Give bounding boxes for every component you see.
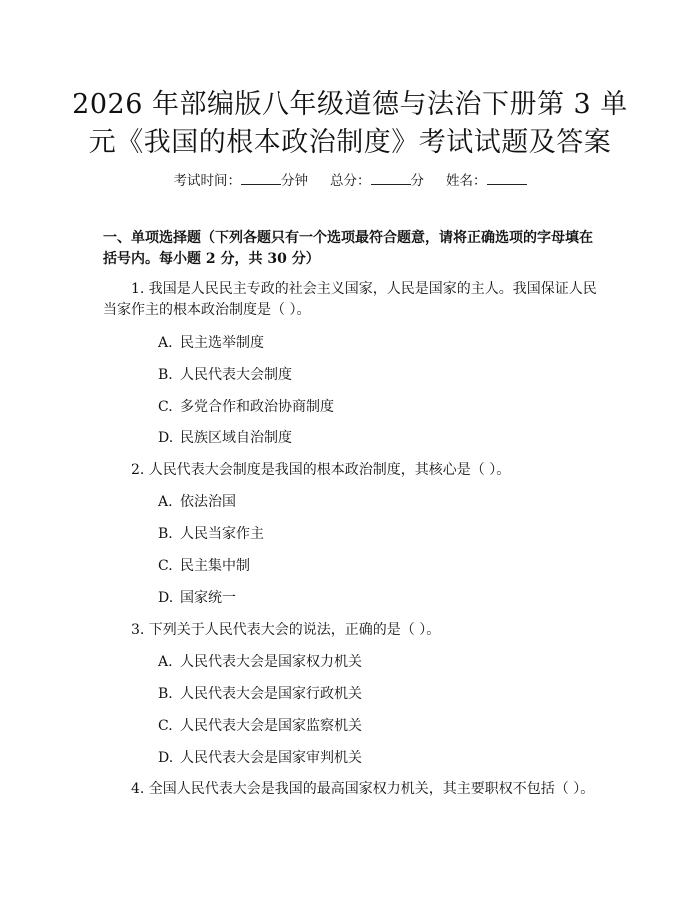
option-text: 依法治国 [180, 494, 236, 510]
question-2-option-c [158, 556, 250, 576]
score-label: 总分： [330, 173, 371, 189]
option-text: 民族区域自治制度 [180, 430, 292, 446]
question-3-option-b [158, 684, 362, 704]
exam-title-line-2: 元《我国的根本政治制度》考试试题及答案 [88, 127, 612, 158]
option-text: 多党合作和政治协商制度 [180, 399, 334, 415]
option-text: 人民代表大会是国家审判机关 [180, 750, 362, 766]
option-text: 人民当家作主 [180, 526, 264, 542]
option-letter: A. [158, 335, 173, 351]
name-label: 姓名： [446, 173, 487, 189]
option-text: 人民代表大会是国家权力机关 [180, 654, 362, 670]
question-3-option-d [158, 748, 362, 768]
option-letter: D. [158, 750, 174, 766]
question-1 [103, 279, 600, 321]
option-letter: B. [158, 526, 173, 542]
question-1-stem: 1. 我国是人民民主专政的社会主义国家，人民是国家的主人。我国保证人民当家作主的根本政治制度是（ ）。 [103, 281, 597, 318]
time-unit: 分钟 [281, 173, 308, 189]
name-blank [487, 170, 527, 185]
option-text: 民主集中制 [180, 558, 250, 574]
question-3-option-c [158, 716, 362, 736]
question-1-option-a [158, 333, 264, 353]
exam-title-line-1: 2026 年部编版八年级道德与法治下册第 3 单 [72, 89, 628, 120]
question-2-option-b [158, 524, 264, 544]
option-text: 民主选举制度 [180, 335, 264, 351]
time-label: 考试时间： [173, 173, 241, 189]
option-letter: D. [158, 590, 174, 606]
question-2-option-a [158, 492, 236, 512]
question-4-stem: 4. 全国人民代表大会是我国的最高国家权力机关，其主要职权不包括（ ）。 [131, 781, 595, 797]
question-3 [103, 620, 600, 641]
option-letter: A. [158, 494, 173, 510]
score-unit: 分 [410, 173, 424, 189]
option-letter: D. [158, 430, 174, 446]
option-text: 人民代表大会制度 [180, 367, 292, 383]
exam-meta-line [0, 170, 700, 191]
option-letter: C. [158, 718, 173, 734]
question-3-option-a [158, 652, 362, 672]
question-1-option-b [158, 365, 292, 385]
question-2-option-d [158, 588, 236, 608]
option-text: 人民代表大会是国家行政机关 [180, 686, 362, 702]
question-1-option-d [158, 428, 292, 448]
time-blank [241, 170, 281, 185]
section-heading-single-choice: 一、单项选择题（下列各题只有一个选项最符合题意，请将正确选项的字母填在括号内。每小题 2 分，共 30 分） [103, 230, 593, 267]
question-2-stem: 2. 人民代表大会制度是我国的根本政治制度，其核心是（ ）。 [131, 462, 511, 478]
option-letter: C. [158, 399, 173, 415]
option-letter: B. [158, 367, 173, 383]
option-text: 国家统一 [180, 590, 236, 606]
option-text: 人民代表大会是国家监察机关 [180, 718, 362, 734]
question-4 [103, 779, 600, 800]
option-letter: C. [158, 558, 173, 574]
question-2 [103, 460, 600, 481]
option-letter: B. [158, 686, 173, 702]
score-blank [371, 170, 411, 185]
option-letter: A. [158, 654, 173, 670]
question-1-option-c [158, 397, 334, 417]
question-3-stem: 3. 下列关于人民代表大会的说法，正确的是（ ）。 [131, 622, 441, 638]
